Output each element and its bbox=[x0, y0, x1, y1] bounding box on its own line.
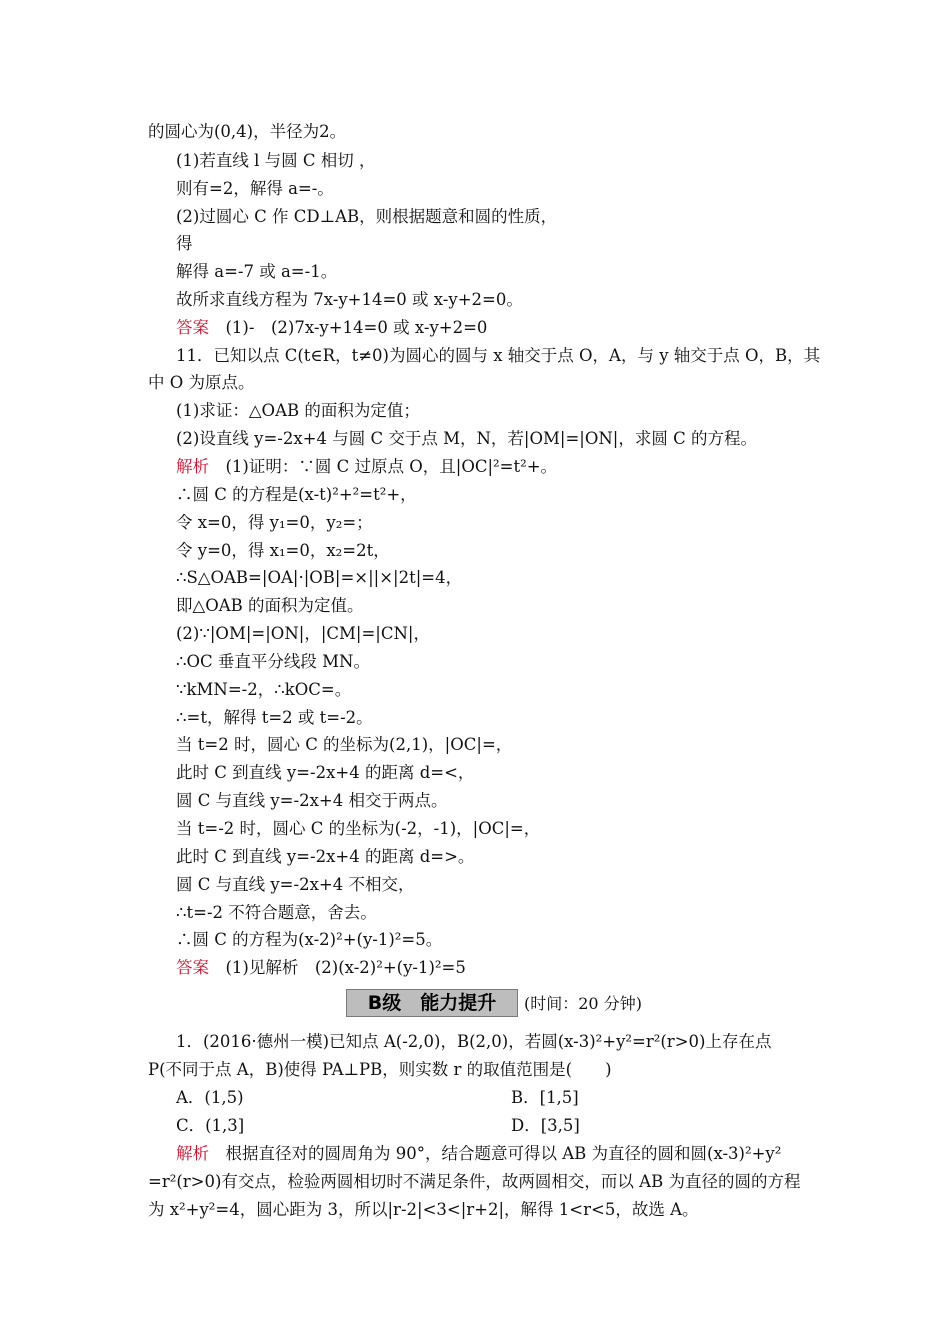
text-line: 故所求直线方程为 7x-y+14=0 或 x-y+2=0。 bbox=[176, 290, 523, 309]
question-line: 1．(2016·德州一模)已知点 A(-2,0)，B(2,0)，若圆(x-3)²+y²=r²(r>0)上存在点 bbox=[176, 1032, 772, 1051]
text-line: 此时 C 到直线 y=-2x+4 的距离 d=<， bbox=[176, 763, 475, 782]
text-line: 当 t=-2 时，圆心 C 的坐标为(-2，-1)，|OC|=， bbox=[176, 819, 541, 838]
text-line: ∴=t，解得 t=2 或 t=-2。 bbox=[176, 708, 373, 727]
text-line: 解得 a=-7 或 a=-1。 bbox=[176, 262, 338, 281]
text-line: 令 x=0，得 y₁=0，y₂=； bbox=[176, 513, 373, 532]
option-d: D．[3,5] bbox=[511, 1116, 580, 1135]
analysis-line bbox=[176, 1143, 781, 1165]
option-b: B．[1,5] bbox=[511, 1088, 579, 1107]
text-line: (2)设直线 y=-2x+4 与圆 C 交于点 M，N，若|OM|=|ON|，求圆 C 的方程。 bbox=[176, 429, 757, 448]
text-line: ∴S△OAB=|OA|·|OB|=×||×|2t|=4， bbox=[176, 568, 463, 587]
text-line: ∵kMN=-2，∴kOC=。 bbox=[176, 680, 352, 699]
text-line: (2)∵|OM|=|ON|，|CM|=|CN|， bbox=[176, 624, 430, 643]
text-line: 中 O 为原点。 bbox=[148, 373, 255, 392]
analysis-text: 根据直径对的圆周角为 90°，结合题意可得以 AB 为直径的圆和圆(x-3)²+y² bbox=[209, 1144, 782, 1163]
text-line: =r²(r>0)有交点，检验两圆相切时不满足条件，故两圆相交，而以 AB 为直径的圆的方程 bbox=[148, 1172, 801, 1191]
answer-label: 答案 bbox=[176, 958, 209, 977]
analysis-label: 解析 bbox=[176, 1144, 209, 1163]
text-line: 则有=2，解得 a=-。 bbox=[176, 179, 334, 198]
text-line: (1)求证：△OAB 的面积为定值； bbox=[176, 401, 420, 420]
text-line: 当 t=2 时，圆心 C 的坐标为(2,1)，|OC|=， bbox=[176, 735, 513, 754]
text-line: ∴t=-2 不符合题意，舍去。 bbox=[176, 903, 377, 922]
answer-line bbox=[176, 317, 487, 339]
text-line: 的圆心为(0,4)，半径为2。 bbox=[148, 122, 347, 141]
text-line: 此时 C 到直线 y=-2x+4 的距离 d=>。 bbox=[176, 847, 475, 866]
text-line: 圆 C 与直线 y=-2x+4 相交于两点。 bbox=[176, 791, 448, 810]
text-line: 为 x²+y²=4，圆心距为 3，所以|r-2|<3<|r+2|，解得 1<r<5，故选 A。 bbox=[148, 1200, 699, 1219]
analysis-label: 解析 bbox=[176, 457, 209, 476]
text-line: (1)若直线 l 与圆 C 相切 ， bbox=[176, 151, 376, 170]
text-line: ∴圆 C 的方程是(x-t)²+²=t²+， bbox=[176, 485, 417, 504]
analysis-text: (1)证明：∵圆 C 过原点 O，且|OC|²=t²+。 bbox=[209, 457, 558, 476]
text-line: 即△OAB 的面积为定值。 bbox=[176, 596, 364, 615]
answer-text: (1)见解析 (2)(x-2)²+(y-1)²=5 bbox=[209, 958, 466, 977]
text-line: 令 y=0，得 x₁=0，x₂=2t， bbox=[176, 541, 390, 560]
answer-label: 答案 bbox=[176, 318, 209, 337]
question-line: 11．已知以点 C(t∈R，t≠0)为圆心的圆与 x 轴交于点 O，A，与 y 轴交于点 O，B，其 bbox=[176, 346, 821, 365]
text-line: ∴圆 C 的方程为(x-2)²+(y-1)²=5。 bbox=[176, 930, 443, 949]
text-line: (2)过圆心 C 作 CD⊥AB，则根据题意和圆的性质， bbox=[176, 207, 558, 226]
text-line: P(不同于点 A，B)使得 PA⊥PB，则实数 r 的取值范围是( ) bbox=[148, 1060, 612, 1079]
option-c: C．(1,3] bbox=[176, 1116, 245, 1135]
answer-line bbox=[176, 957, 466, 979]
text-line: 圆 C 与直线 y=-2x+4 不相交， bbox=[176, 875, 415, 894]
answer-text: (1)- (2)7x-y+14=0 或 x-y+2=0 bbox=[209, 318, 488, 337]
analysis-line bbox=[176, 456, 557, 478]
text-line: 得 bbox=[176, 234, 193, 253]
section-time: (时间：20 分钟) bbox=[524, 994, 642, 1013]
section-banner: B级 能力提升 bbox=[346, 989, 518, 1017]
option-a: A．(1,5) bbox=[176, 1088, 244, 1107]
text-line: ∴OC 垂直平分线段 MN。 bbox=[176, 652, 370, 671]
